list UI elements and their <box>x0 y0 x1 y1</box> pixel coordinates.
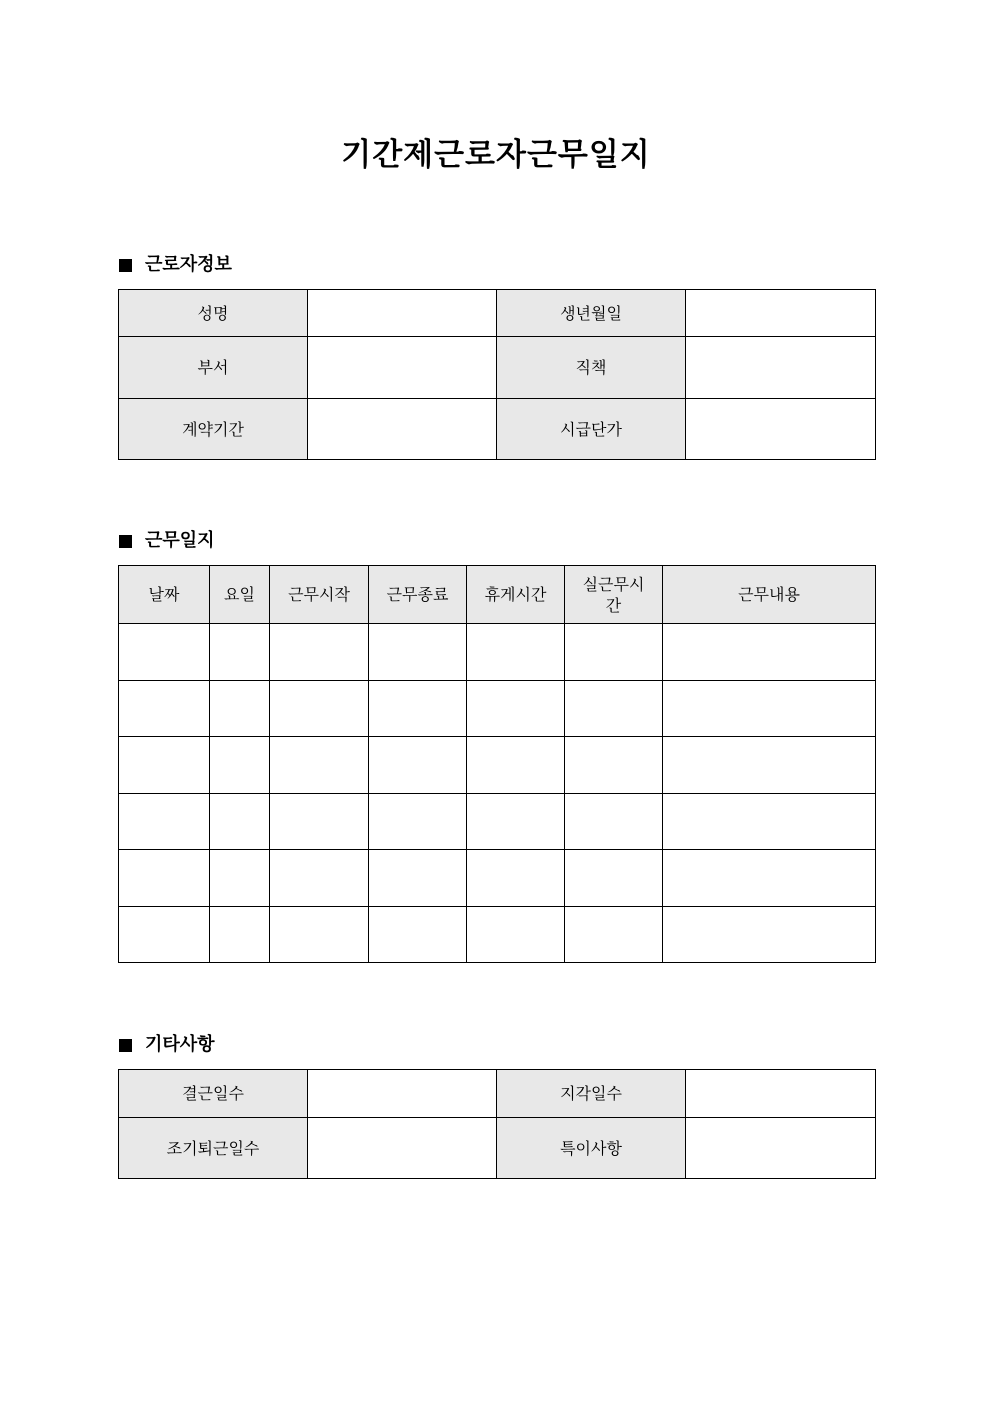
table-row <box>119 290 876 337</box>
log-cell[interactable] <box>467 737 565 794</box>
label-cell: 부서 <box>119 337 308 399</box>
table-row <box>119 793 876 850</box>
log-cell[interactable] <box>270 680 369 737</box>
log-cell[interactable] <box>467 906 565 963</box>
log-cell[interactable] <box>270 624 369 681</box>
log-cell[interactable] <box>369 906 467 963</box>
square-bullet-icon <box>119 259 132 272</box>
name-field[interactable] <box>308 290 497 337</box>
work-log-table <box>118 565 876 963</box>
section-heading-label: 근로자정보 <box>145 254 232 275</box>
other-info-table <box>118 1069 876 1179</box>
hourly-wage-field[interactable] <box>686 399 876 460</box>
document-title: 기간제근로자근무일지 <box>341 137 651 173</box>
section-heading-worker-info <box>119 253 232 277</box>
log-cell[interactable] <box>210 850 270 907</box>
worker-info-table <box>118 289 876 460</box>
log-cell[interactable] <box>119 680 210 737</box>
contract-period-field[interactable] <box>308 399 497 460</box>
department-field[interactable] <box>308 337 497 399</box>
table-row <box>119 1070 876 1118</box>
early-leave-days-field[interactable] <box>308 1118 497 1179</box>
absence-days-field[interactable] <box>308 1070 497 1118</box>
section-heading-label: 근무일지 <box>145 530 215 551</box>
table-row <box>119 737 876 794</box>
label-cell: 결근일수 <box>119 1070 308 1118</box>
log-cell[interactable] <box>369 737 467 794</box>
log-cell[interactable] <box>119 793 210 850</box>
log-cell[interactable] <box>270 850 369 907</box>
table-row <box>119 399 876 460</box>
column-header: 날짜 <box>119 566 210 624</box>
log-cell[interactable] <box>565 906 663 963</box>
log-cell[interactable] <box>369 680 467 737</box>
column-header: 근무시작 <box>270 566 369 624</box>
label-cell: 성명 <box>119 290 308 337</box>
log-cell[interactable] <box>565 850 663 907</box>
log-cell[interactable] <box>467 850 565 907</box>
log-cell[interactable] <box>565 680 663 737</box>
log-cell[interactable] <box>119 624 210 681</box>
log-cell[interactable] <box>119 906 210 963</box>
position-field[interactable] <box>686 337 876 399</box>
label-cell: 지각일수 <box>497 1070 686 1118</box>
log-cell[interactable] <box>663 793 876 850</box>
section-heading-work-log <box>119 529 215 553</box>
column-header: 실근무시간 <box>565 566 663 624</box>
label-cell: 특이사항 <box>497 1118 686 1179</box>
log-cell[interactable] <box>663 624 876 681</box>
column-header: 근무내용 <box>663 566 876 624</box>
label-cell: 시급단가 <box>497 399 686 460</box>
log-cell[interactable] <box>369 850 467 907</box>
log-cell[interactable] <box>663 850 876 907</box>
late-days-field[interactable] <box>686 1070 876 1118</box>
log-cell[interactable] <box>467 624 565 681</box>
log-cell[interactable] <box>210 793 270 850</box>
label-cell: 조기퇴근일수 <box>119 1118 308 1179</box>
log-cell[interactable] <box>467 793 565 850</box>
table-row <box>119 624 876 681</box>
log-cell[interactable] <box>663 737 876 794</box>
log-cell[interactable] <box>210 737 270 794</box>
square-bullet-icon <box>119 535 132 548</box>
log-cell[interactable] <box>210 624 270 681</box>
table-row <box>119 906 876 963</box>
log-cell[interactable] <box>467 680 565 737</box>
log-cell[interactable] <box>270 906 369 963</box>
label-cell: 직책 <box>497 337 686 399</box>
table-row <box>119 850 876 907</box>
section-heading-label: 기타사항 <box>145 1034 215 1055</box>
log-cell[interactable] <box>119 737 210 794</box>
table-row <box>119 680 876 737</box>
log-cell[interactable] <box>369 793 467 850</box>
log-cell[interactable] <box>565 624 663 681</box>
log-cell[interactable] <box>210 906 270 963</box>
log-cell[interactable] <box>270 737 369 794</box>
label-cell: 계약기간 <box>119 399 308 460</box>
log-cell[interactable] <box>565 793 663 850</box>
log-cell[interactable] <box>270 793 369 850</box>
log-cell[interactable] <box>663 680 876 737</box>
table-header-row <box>119 566 876 624</box>
birthdate-field[interactable] <box>686 290 876 337</box>
square-bullet-icon <box>119 1039 132 1052</box>
table-row <box>119 337 876 399</box>
remarks-field[interactable] <box>686 1118 876 1179</box>
section-heading-other <box>119 1033 215 1057</box>
log-cell[interactable] <box>369 624 467 681</box>
log-cell[interactable] <box>210 680 270 737</box>
log-cell[interactable] <box>565 737 663 794</box>
label-cell: 생년월일 <box>497 290 686 337</box>
column-header: 휴게시간 <box>467 566 565 624</box>
column-header: 근무종료 <box>369 566 467 624</box>
log-cell[interactable] <box>119 850 210 907</box>
log-cell[interactable] <box>663 906 876 963</box>
column-header: 요일 <box>210 566 270 624</box>
table-row <box>119 1118 876 1179</box>
work-log-body <box>119 624 876 963</box>
